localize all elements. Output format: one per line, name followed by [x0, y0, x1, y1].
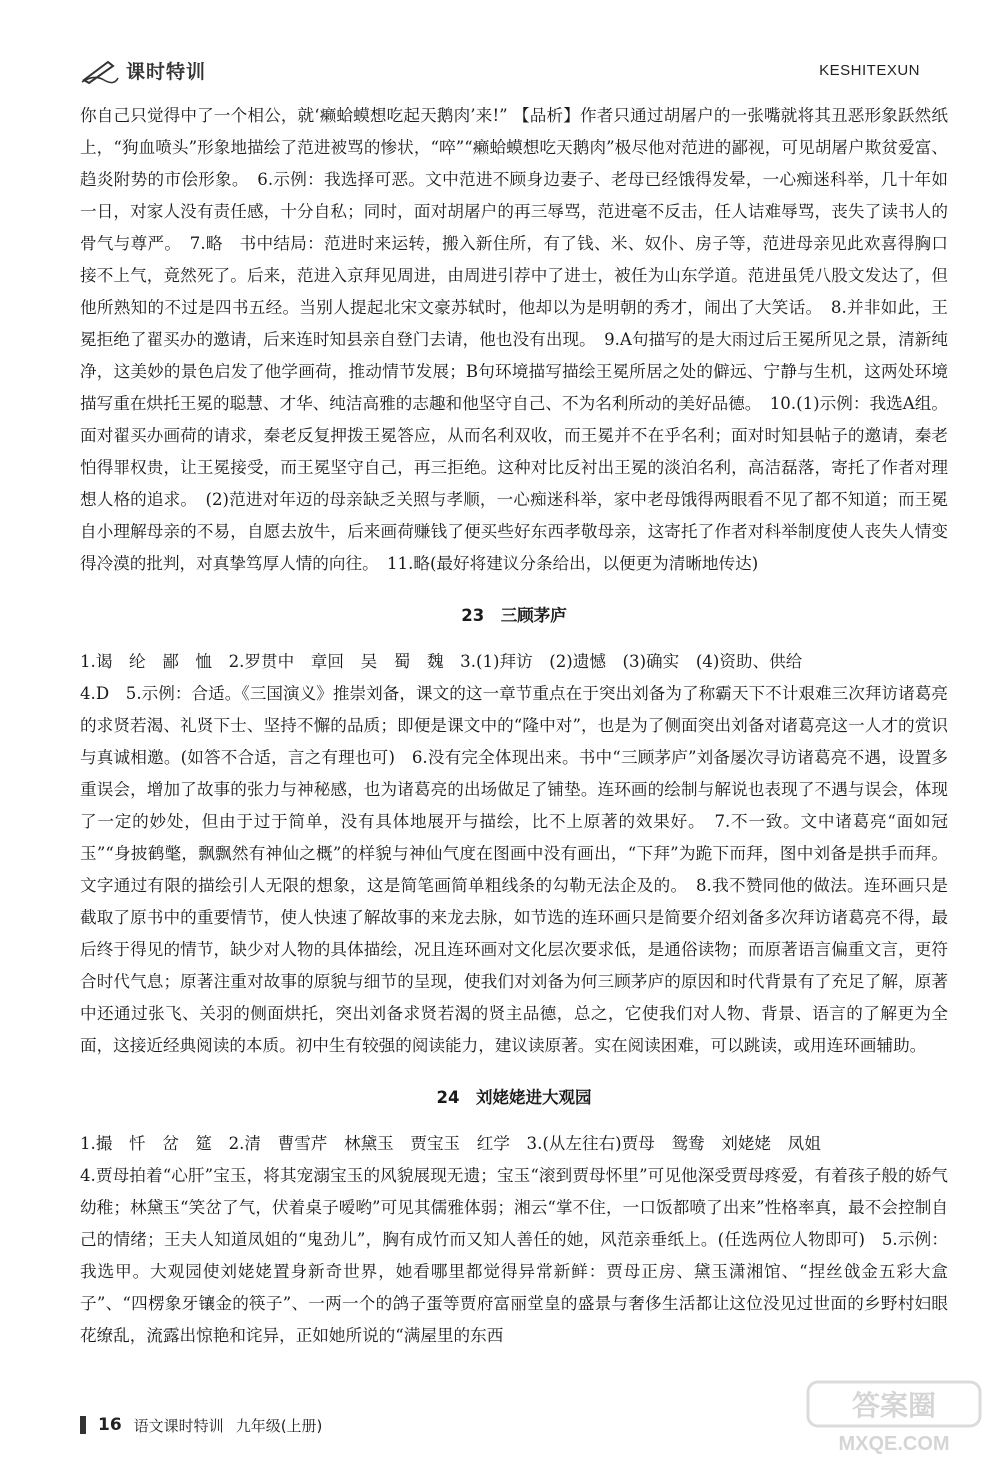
page-footer [80, 1412, 322, 1438]
header-series-name: KESHITEXUN [819, 62, 920, 79]
section-24-title: 24 刘姥姥进大观园 [436, 1088, 592, 1107]
page-header [0, 0, 1000, 95]
brand-text: 课时特训 [126, 60, 207, 83]
section-23-answers-body: 4.D 5.示例：合适。《三国演义》推崇刘备，课文的这一章节重点在于突出刘备为了称霸天下不计艰难三次拜访诸葛亮的求贤若渴、礼贤下士、坚持不懈的品质；即便是课文中的“隆中对”，也是为了侧面突出刘备对诸葛亮这一人才的赏识与真诚相邀。(如答不合适，言之有理也可) 6.没有完全体现出来。书中“三顾茅庐”刘备屡次寻访诸葛亮不遇，设置多重误会，增加了故事的张力与神秘感，也为诸葛亮的出场做足了铺垫。连环画的绘制与解说也表现了不遇与误会，体现了一定的妙处，但由于过于简单，没有具体地展开与描绘，比不上原著的效果好。 7.不一致。文中诸葛亮“面如冠玉”“身披鹤氅，飘飘然有神仙之概”的样貌与神仙气度在图画中没有画出，“下拜”为跪下而拜，图中刘备是拱手而拜。文字通过有限的描绘引人无限的想象，这是简笔画简单粗线条的勾勒无法企及的。 8.我不赞同他的做法。连环画只是截取了原书中的重要情节，使人快速了解故事的来龙去脉，如节选的连环画只是简要介绍刘备多次拜访诸葛亮不得，最后终于得见的情节，缺少对人物的具体描绘，况且连环画对文化层次要求低，是通俗读物；而原著语言偏重文言，更符合时代气息；原著注重对故事的原貌与细节的呈现，使我们对刘备为何三顾茅庐的原因和时代背景有了充足了解，原著中还通过张飞、关羽的侧面烘托，突出刘备求贤若渴的贤主品德，总之，它使我们对人物、背景、语言的了解更为全面，这接近经典阅读的本质。初中生有较强的阅读能力，建议读原著。实在阅读困难，可以跳读，或用连环画辅助。 [80, 684, 948, 1055]
grade-label: 九年级(上册) [235, 1416, 323, 1435]
section-24-answers-line1: 1.撮 忏 岔 筵 2.清 曹雪芹 林黛玉 贾宝玉 红学 3.(从左往右)贾母 鸳鸯 刘姥姥 凤姐 [80, 1134, 821, 1153]
section-23-answers-line1: 1.谒 纶 鄙 恤 2.罗贯中 章回 吴 蜀 魏 3.(1)拜访 (2)遗憾 (3)确实 (4)资助、供给 [80, 652, 803, 671]
footer-bar-icon [80, 1416, 86, 1434]
brand-logo [80, 55, 206, 85]
paragraph-continued: 你自己只觉得中了一个相公，就‘癞蛤蟆想吃起天鹅肉’来!” 【品析】作者只通过胡屠户的一张嘴就将其丑恶形象跃然纸上，“狗血喷头”形象地描绘了范进被骂的惨状，“啐”“癞蛤蟆想吃天鹅肉”极尽他对范进的鄙视，可见胡屠户欺贫爱富、趋炎附势的市侩形象。 6.示例：我选择可恶。文中范进不顾身边妻子、老母已经饿得发晕，一心痴迷科举，几十年如一日，对家人没有责任感，十分自私；同时，面对胡屠户的再三辱骂，范进毫不反击，任人诘难辱骂，丧失了读书人的骨气与尊严。 7.略 书中结局：范进时来运转，搬入新住所，有了钱、米、奴仆、房子等，范进母亲见此欢喜得胸口接不上气，竟然死了。后来，范进入京拜见周进，由周进引荐中了进士，被任为山东学道。范进虽凭八股文发达了，但他所熟知的不过是四书五经。当别人提起北宋文豪苏轼时，他却以为是明朝的秀才，闹出了大笑话。 8.并非如此，王冕拒绝了翟买办的邀请，后来连时知县亲自登门去请，他也没有出现。 9.A句描写的是大雨过后王冕所见之景，清新纯净，这美妙的景色启发了他学画荷，推动情节发展；B句环境描写描绘王冕所居之处的僻远、宁静与生机，这两处环境描写重在烘托王冕的聪慧、才华、纯洁高雅的志趣和他坚守自己、不为名利所动的美好品德。 10.(1)示例：我选A组。面对翟买办画荷的请求，秦老反复押拨王冕答应，从而名利双收，而王冕并不在乎名利；面对时知县帖子的邀请，秦老怕得罪权贵，让王冕接受，而王冕坚守自己，再三拒绝。这种对比反衬出王冕的淡泊名利，高洁磊落，寄托了作者对理想人格的追求。 (2)范进对年迈的母亲缺乏关照与孝顺，一心痴迷科举，家中老母饿得两眼看不见了都不知道；而王冕自小理解母亲的不易，自愿去放牛，后来画荷赚钱了便买些好东西孝敬母亲，这寄托了作者对科举制度使人丧失人情变得冷漠的批判，对真挚笃厚人情的向往。 11.略(最好将建议分条给出，以便更为清晰地传达) [80, 106, 948, 573]
watermark-text: 答案圈 [851, 1389, 937, 1422]
book-title: 语文课时特训 [133, 1416, 224, 1435]
section-23-title: 23 三顾茅庐 [461, 606, 567, 625]
watermark-logo [806, 1378, 982, 1456]
watermark-url: MXQE.COM [838, 1433, 950, 1455]
section-24-answers-body: 4.贾母拍着“心肝”宝玉，将其宠溺宝玉的风貌展现无遗；宝玉“滚到贾母怀里”可见他深受贾母疼爱，有着孩子般的娇气幼稚；林黛玉“笑岔了气，伏着桌子嗳哟”可见其儒雅体弱；湘云“掌不住，一口饭都喷了出来”性格率真，最不会控制自己的情绪；王夫人知道凤姐的“鬼劲儿”，胸有成竹而又知人善任的她，风范亲垂纸上。(任选两位人物即可) 5.示例：我选甲。大观园使刘姥姥置身新奇世界，她看哪里都觉得异常新鲜：贾母正房、黛玉潇湘馆、“捏丝戗金五彩大盒子”、“四楞象牙镶金的筷子”、一两一个的鸽子蛋等贾府富丽堂皇的盛景与奢侈生活都让这位没见过世面的乡野村妇眼花缭乱，流露出惊艳和诧异，正如她所说的“满屋里的东西 [80, 1166, 948, 1345]
answer-body [80, 100, 948, 1352]
page-number: 16 [98, 1415, 122, 1435]
pen-icon [80, 56, 120, 84]
